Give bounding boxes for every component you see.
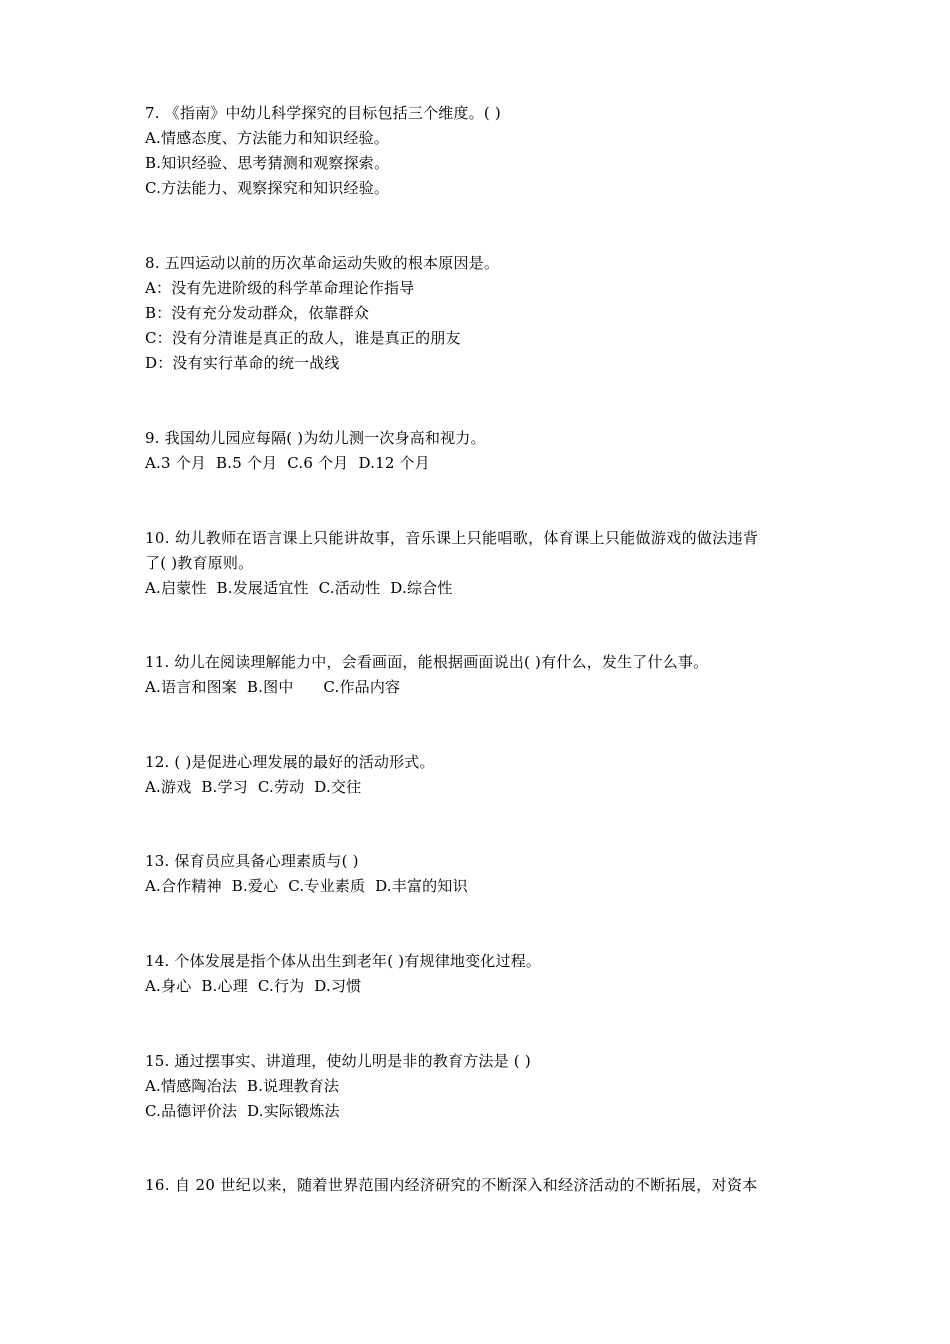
answer-option: D：没有实行革命的统一战线 [145,354,340,372]
answer-option: A.情感陶冶法 B.说理教育法 [145,1077,340,1095]
answer-option: C：没有分清谁是真正的敌人，谁是真正的朋友 [145,329,461,347]
question-stem: 7. 《指南》中幼儿科学探究的目标包括三个维度。( ) [145,104,501,122]
answer-options: A.语言和图案 B.图中 C.作品内容 [145,678,401,696]
question-stem: 12. ( )是促进心理发展的最好的活动形式。 [145,753,435,771]
question-stem: 8. 五四运动以前的历次革命运动失败的根本原因是。 [145,254,500,272]
question-stem: 9. 我国幼儿园应每隔( )为幼儿测一次身高和视力。 [145,429,486,447]
answer-option: B.知识经验、思考猜测和观察探索。 [145,154,390,172]
question-stem: 11. 幼儿在阅读理解能力中，会看画面，能根据画面说出( )有什么，发生了什么事。 [145,653,709,671]
answer-option: C.方法能力、观察探究和知识经验。 [145,179,390,197]
question-stem: 15. 通过摆事实、讲道理，使幼儿明是非的教育方法是 ( ) [145,1052,531,1070]
answer-options: A.3 个月 B.5 个月 C.6 个月 D.12 个月 [145,454,430,472]
answer-option: B：没有充分发动群众，依靠群众 [145,304,370,322]
answer-option: A.情感态度、方法能力和知识经验。 [145,129,390,147]
question-stem: 13. 保育员应具备心理素质与( ) [145,852,359,870]
answer-options: A.身心 B.心理 C.行为 D.习惯 [145,977,362,995]
question-stem-continued: 了( )教育原则。 [145,554,254,572]
answer-option: A：没有先进阶级的科学革命理论作指导 [145,279,415,297]
question-stem: 10. 幼儿教师在语言课上只能讲故事，音乐课上只能唱歌，体育课上只能做游戏的做法违背 [145,529,759,547]
answer-options: A.启蒙性 B.发展适宜性 C.活动性 D.综合性 [145,579,453,597]
answer-options: A.游戏 B.学习 C.劳动 D.交往 [145,778,362,796]
question-stem: 16. 自 20 世纪以来，随着世界范围内经济研究的不断深入和经济活动的不断拓展，对资本 [145,1176,758,1194]
answer-options: A.合作精神 B.爱心 C.专业素质 D.丰富的知识 [145,877,468,895]
question-stem: 14. 个体发展是指个体从出生到老年( )有规律地变化过程。 [145,952,542,970]
answer-option: C.品德评价法 D.实际锻炼法 [145,1102,340,1120]
